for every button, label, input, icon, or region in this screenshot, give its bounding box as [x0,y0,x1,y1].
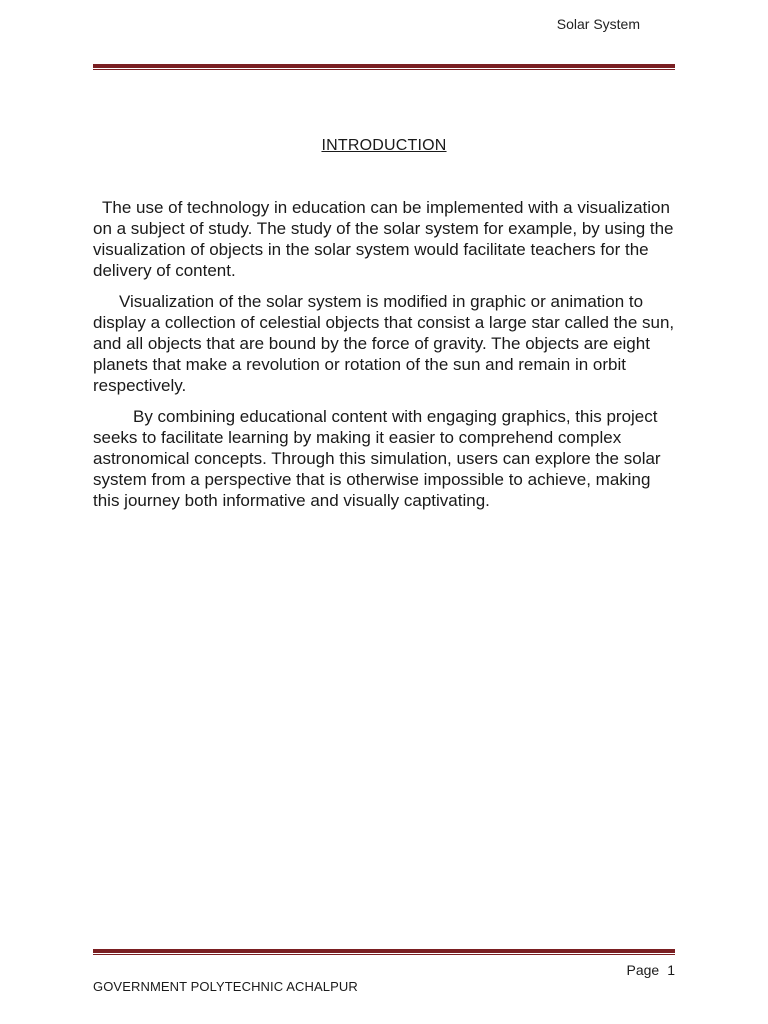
paragraph-3: By combining educational content with engaging graphics, this project seeks to facilitate learning by making it easier to comprehend complex astronomical concepts. Through this simulation, users can explore the solar system from a perspective that is otherwise impossible to achieve, making this journey both informative and visually captivating. [93,407,661,510]
section-heading: INTRODUCTION [321,137,447,154]
page-number-value: 1 [667,962,675,978]
paragraph-1: The use of technology in education can be implemented with a visualization on a subject of study. The study of the solar system for example, by using the visualization of objects in the solar system would facilitate teachers for the delivery of content. [93,198,674,280]
footer-institution: GOVERNMENT POLYTECHNIC ACHALPUR [93,979,358,994]
body-text [93,197,677,521]
footer-divider [93,949,675,955]
header-divider [93,64,675,70]
header-title: Solar System [556,16,640,32]
page-label: Page [626,962,660,978]
paragraph-2: Visualization of the solar system is modified in graphic or animation to display a collection of celestial objects that consist a large star called the sun, and all objects that are bound by the force of gravity. The objects are eight planets that make a revolution or rotation of the sun and remain in orbit respectively. [93,292,675,395]
page-number [627,962,676,978]
